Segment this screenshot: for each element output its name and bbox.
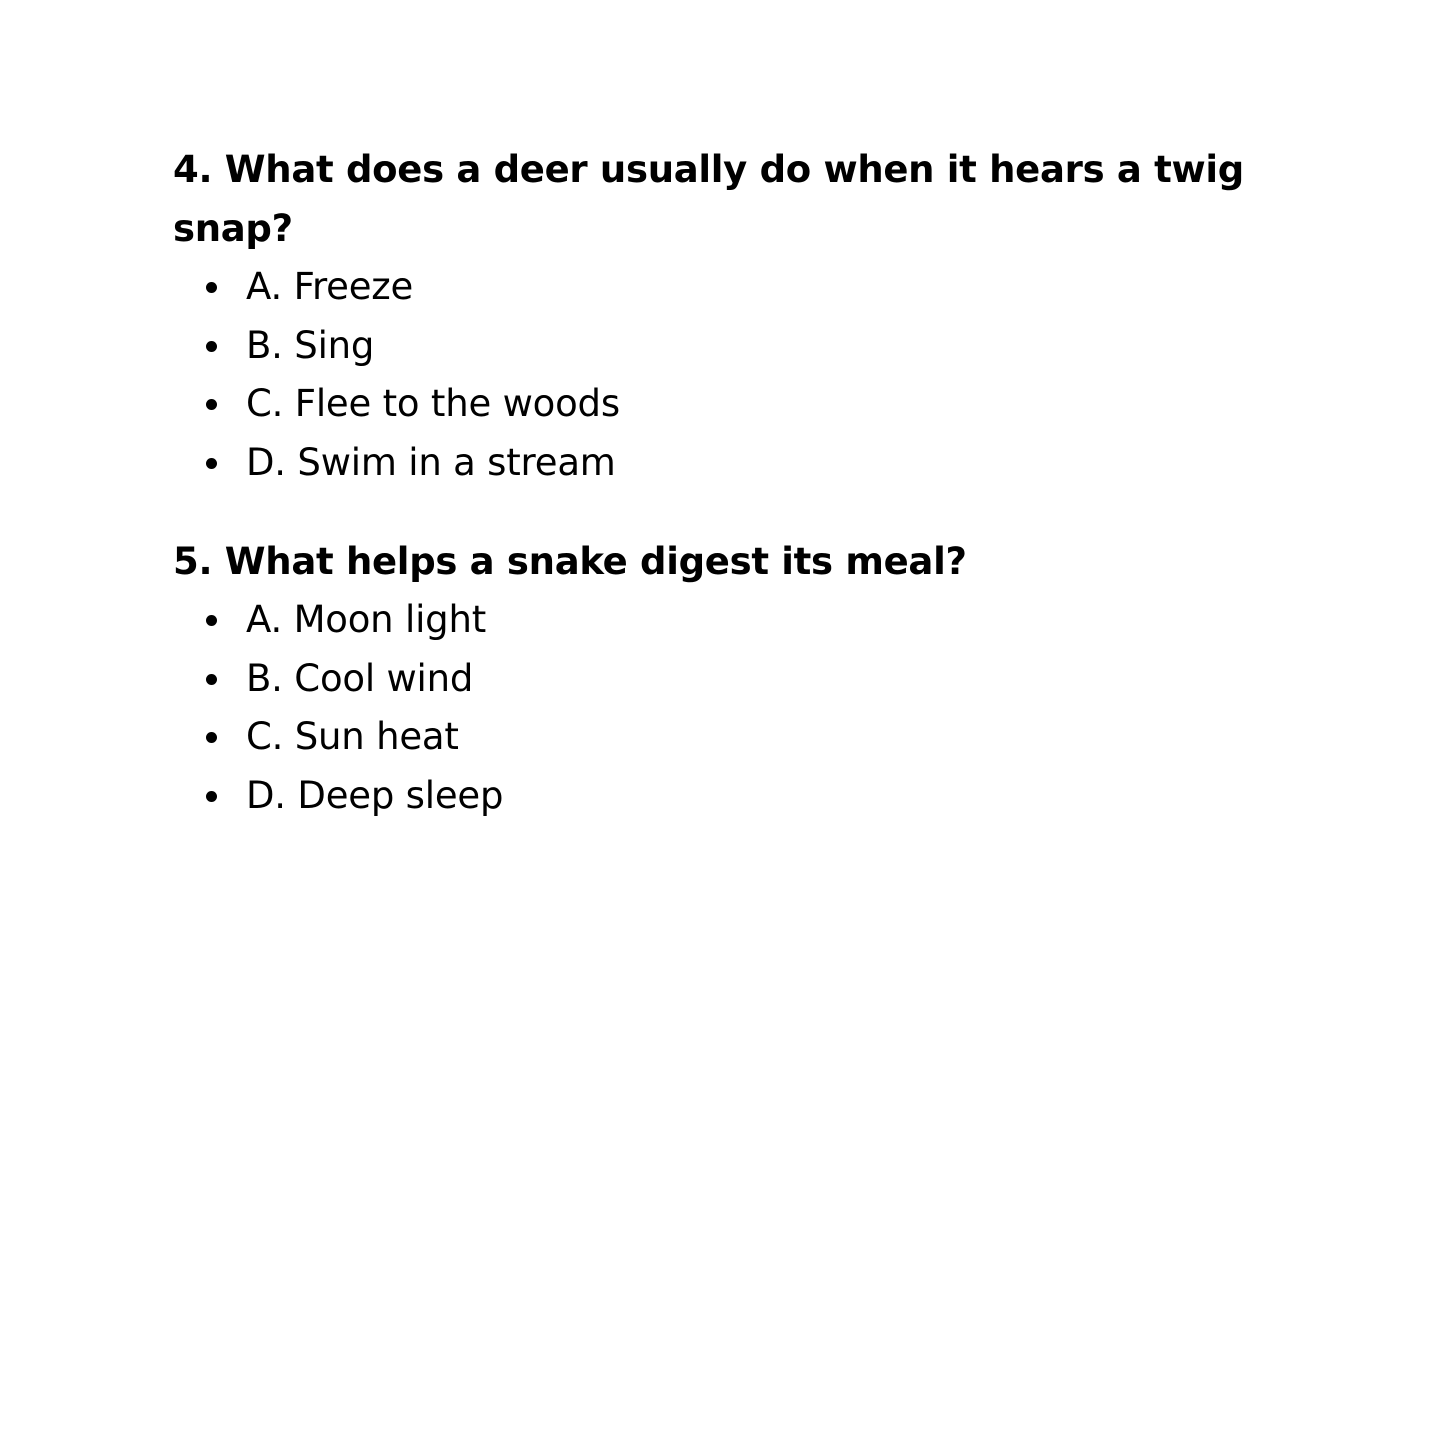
option-label: A. Moon light — [246, 598, 486, 641]
option-label: A. Freeze — [246, 265, 414, 308]
option-item — [173, 375, 1273, 434]
option-item — [173, 708, 1273, 767]
bullet-icon — [206, 282, 217, 293]
bullet-icon — [206, 791, 217, 802]
bullet-icon — [206, 341, 217, 352]
question-title: 5. What helps a snake digest its meal? — [173, 540, 967, 583]
quiz-page — [173, 140, 1273, 865]
bullet-icon — [206, 732, 217, 743]
options-list — [173, 258, 1273, 492]
bullet-icon — [206, 674, 217, 685]
bullet-icon — [206, 399, 217, 410]
option-label: C. Flee to the woods — [246, 382, 620, 425]
bullet-icon — [206, 615, 217, 626]
option-item — [173, 650, 1273, 709]
question-4 — [173, 140, 1273, 492]
bullet-icon — [206, 458, 217, 469]
option-label: D. Deep sleep — [246, 773, 504, 817]
question-title: 4. What does a deer usually do when it hears a twig snap? — [173, 148, 1244, 250]
option-label: C. Sun heat — [246, 715, 459, 758]
question-5 — [173, 532, 1273, 825]
option-item — [173, 767, 1273, 826]
options-list — [173, 591, 1273, 825]
option-label: B. Sing — [246, 323, 375, 367]
option-item — [173, 317, 1273, 376]
option-item — [173, 434, 1273, 493]
option-item — [173, 258, 1273, 317]
option-item — [173, 591, 1273, 650]
option-label: D. Swim in a stream — [246, 440, 616, 484]
option-label: B. Cool wind — [246, 656, 474, 700]
